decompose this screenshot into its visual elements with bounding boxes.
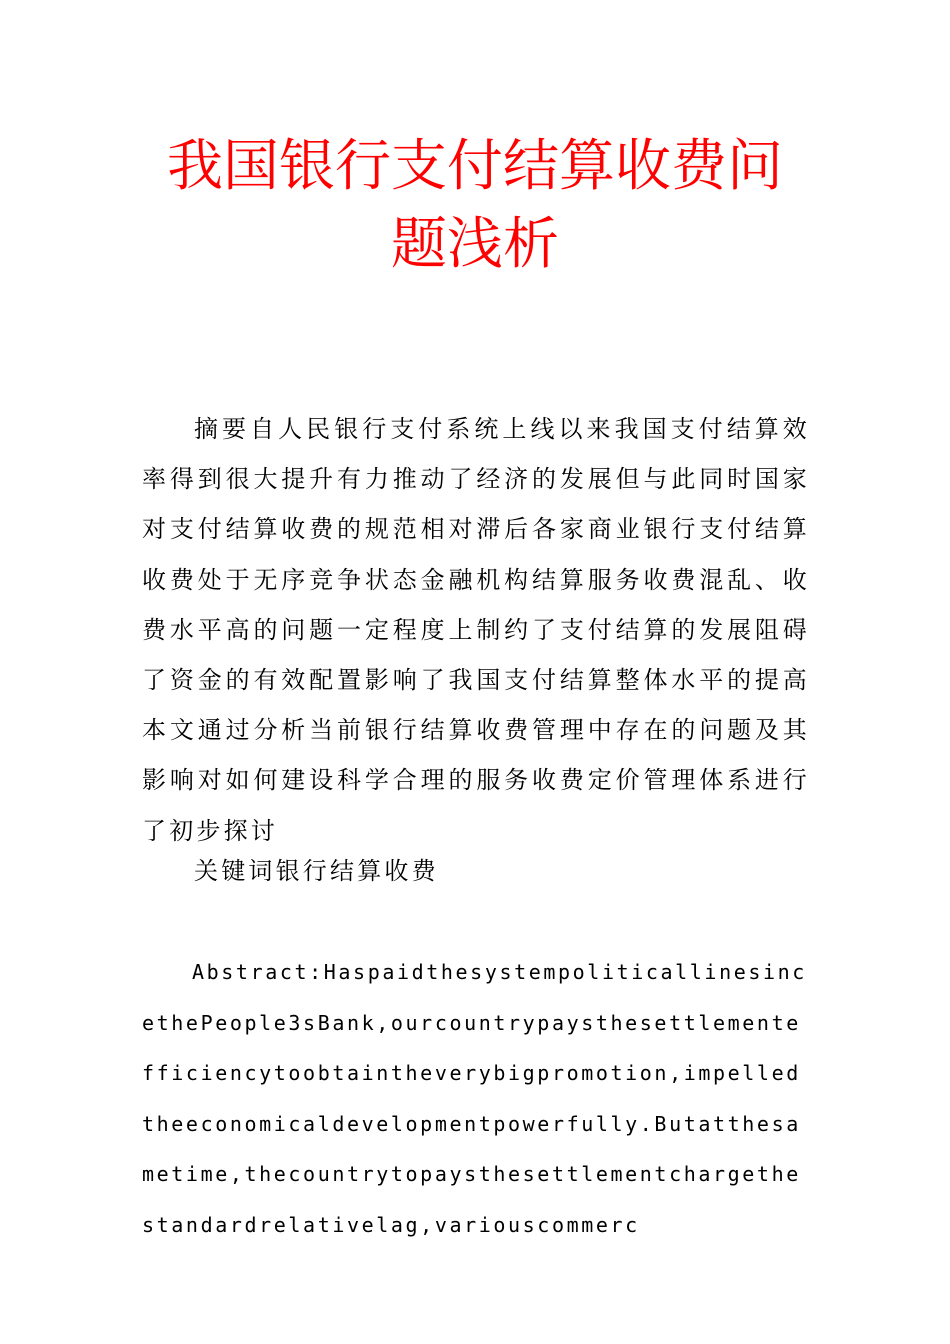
abstract-english: Abstract:HaspaidthesystempoliticallinesincethePeople3sBank,ourcountrypaysthesettlementefficiencytoobtaintheverybigpromotion,impelledtheeconomicaldevelopmentpowerfully.Butatthesametime,thecountrytopaysthesettlementchargethestandardrelativelag,variouscommerc [142, 960, 807, 1237]
title-line-1: 我国银行支付结算收费问 [167, 134, 783, 199]
document-title [0, 128, 950, 284]
title-line-2: 题浅析 [391, 212, 559, 277]
abstract-chinese: 摘要自人民银行支付系统上线以来我国支付结算效率得到很大提升有力推动了经济的发展但与此同时国家对支付结算收费的规范相对滞后各家商业银行支付结算收费处于无序竞争状态金融机构结算服务收费混乱、收费水平高的问题一定程度上制约了支付结算的发展阻碍了资金的有效配置影响了我国支付结算整体水平的提高本文通过分析当前银行结算收费管理中存在的问题及其影响对如何建设科学合理的服务收费定价管理体系进行了初步探讨 [142, 415, 810, 845]
keywords: 关键词银行结算收费 [194, 857, 439, 885]
